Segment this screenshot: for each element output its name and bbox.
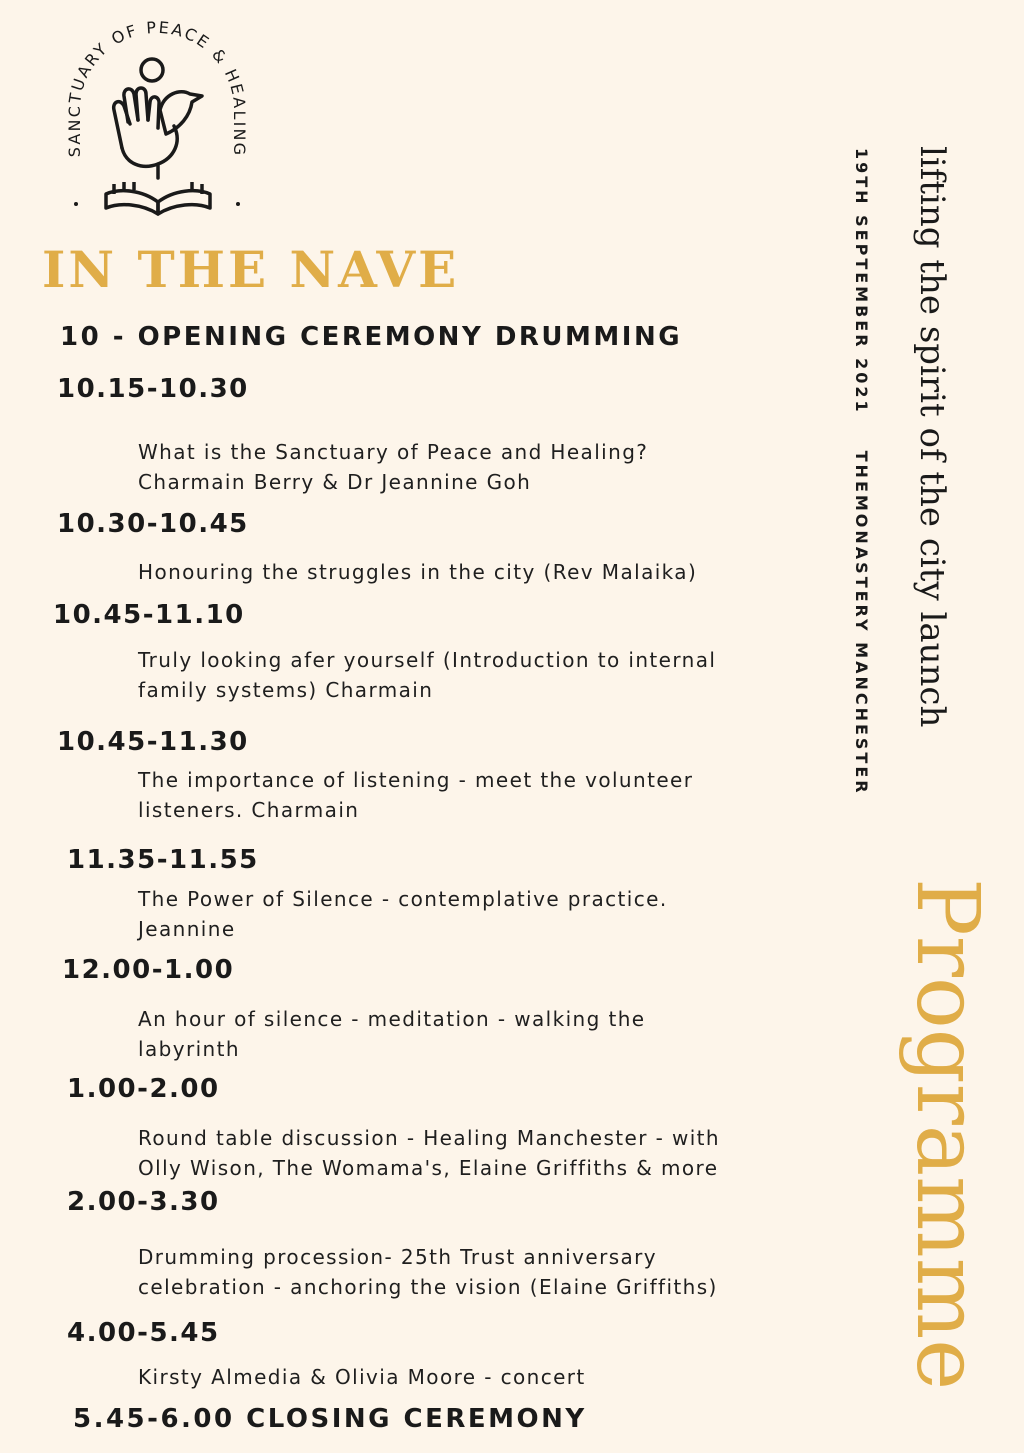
schedule-desc-6 <box>138 1004 798 1064</box>
schedule-desc-4 <box>138 765 798 825</box>
sun-icon <box>141 59 163 81</box>
event-venue: THEMONASTERY MANCHESTER <box>852 450 871 796</box>
schedule-desc-line: celebration - anchoring the vision (Elaine Griffiths) <box>138 1275 718 1299</box>
schedule-desc-line: Honouring the struggles in the city (Rev Malaika) <box>138 560 698 584</box>
schedule-time-9: 4.00-5.45 <box>67 1318 220 1348</box>
opening-ceremony: 10 - OPENING CEREMONY DRUMMING <box>60 322 683 352</box>
schedule-desc-line: The Power of Silence - contemplative practice. <box>138 887 668 911</box>
schedule-time-6: 12.00-1.00 <box>62 955 235 985</box>
schedule-time-1: 10.15-10.30 <box>57 374 249 404</box>
schedule-desc-1 <box>138 437 798 497</box>
event-tagline: lifting the spirit of the city launch <box>912 146 952 728</box>
sanctuary-logo <box>62 18 252 218</box>
date-venue-vertical <box>852 148 871 796</box>
book-icon <box>106 182 210 214</box>
schedule-time-8: 2.00-3.30 <box>67 1187 220 1217</box>
schedule-desc-3 <box>138 645 798 705</box>
schedule-desc-line: labyrinth <box>138 1037 240 1061</box>
schedule-desc-line: Truly looking afer yourself (Introduction to internal <box>138 648 717 672</box>
schedule-desc-8 <box>138 1242 798 1302</box>
schedule-desc-line: Kirsty Almedia & Olivia Moore - concert <box>138 1365 586 1389</box>
schedule-time-4: 10.45-11.30 <box>57 727 249 757</box>
schedule-desc-line: What is the Sanctuary of Peace and Healing? <box>138 440 649 464</box>
schedule-desc-line: listeners. Charmain <box>138 798 360 822</box>
section-heading: IN THE NAVE <box>42 240 460 299</box>
dove-icon <box>160 92 202 134</box>
schedule-desc-line: Round table discussion - Healing Manchester - with <box>138 1126 720 1150</box>
schedule-desc-line: Charmain Berry & Dr Jeannine Goh <box>138 470 532 494</box>
logo-dot-left <box>74 202 78 206</box>
schedule-time-2: 10.30-10.45 <box>57 509 249 539</box>
schedule-desc-line: The importance of listening - meet the volunteer <box>138 768 694 792</box>
closing-ceremony: 5.45-6.00 CLOSING CEREMONY <box>73 1404 587 1434</box>
schedule-desc-line: Olly Wison, The Womama's, Elaine Griffiths & more <box>138 1156 719 1180</box>
logo-arc-text <box>65 18 249 157</box>
logo-dot-right <box>236 202 240 206</box>
schedule-time-5: 11.35-11.55 <box>67 845 259 875</box>
schedule-time-7: 1.00-2.00 <box>67 1074 220 1104</box>
schedule-desc-line: An hour of silence - meditation - walking the <box>138 1007 646 1031</box>
logo-arc-textpath: SANCTUARY OF PEACE & HEALING <box>65 18 250 158</box>
schedule-desc-2 <box>138 557 798 587</box>
event-date: 19TH SEPTEMBER 2021 <box>852 148 871 415</box>
schedule-desc-7 <box>138 1123 798 1183</box>
schedule-time-3: 10.45-11.10 <box>53 600 245 630</box>
schedule-desc-5 <box>138 884 798 944</box>
schedule-desc-line: Drumming procession- 25th Trust anniversary <box>138 1245 658 1269</box>
schedule-desc-line: Jeannine <box>138 917 236 941</box>
programme-title: Programme <box>897 878 997 1391</box>
schedule-desc-line: family systems) Charmain <box>138 678 434 702</box>
schedule-desc-9 <box>138 1362 798 1392</box>
